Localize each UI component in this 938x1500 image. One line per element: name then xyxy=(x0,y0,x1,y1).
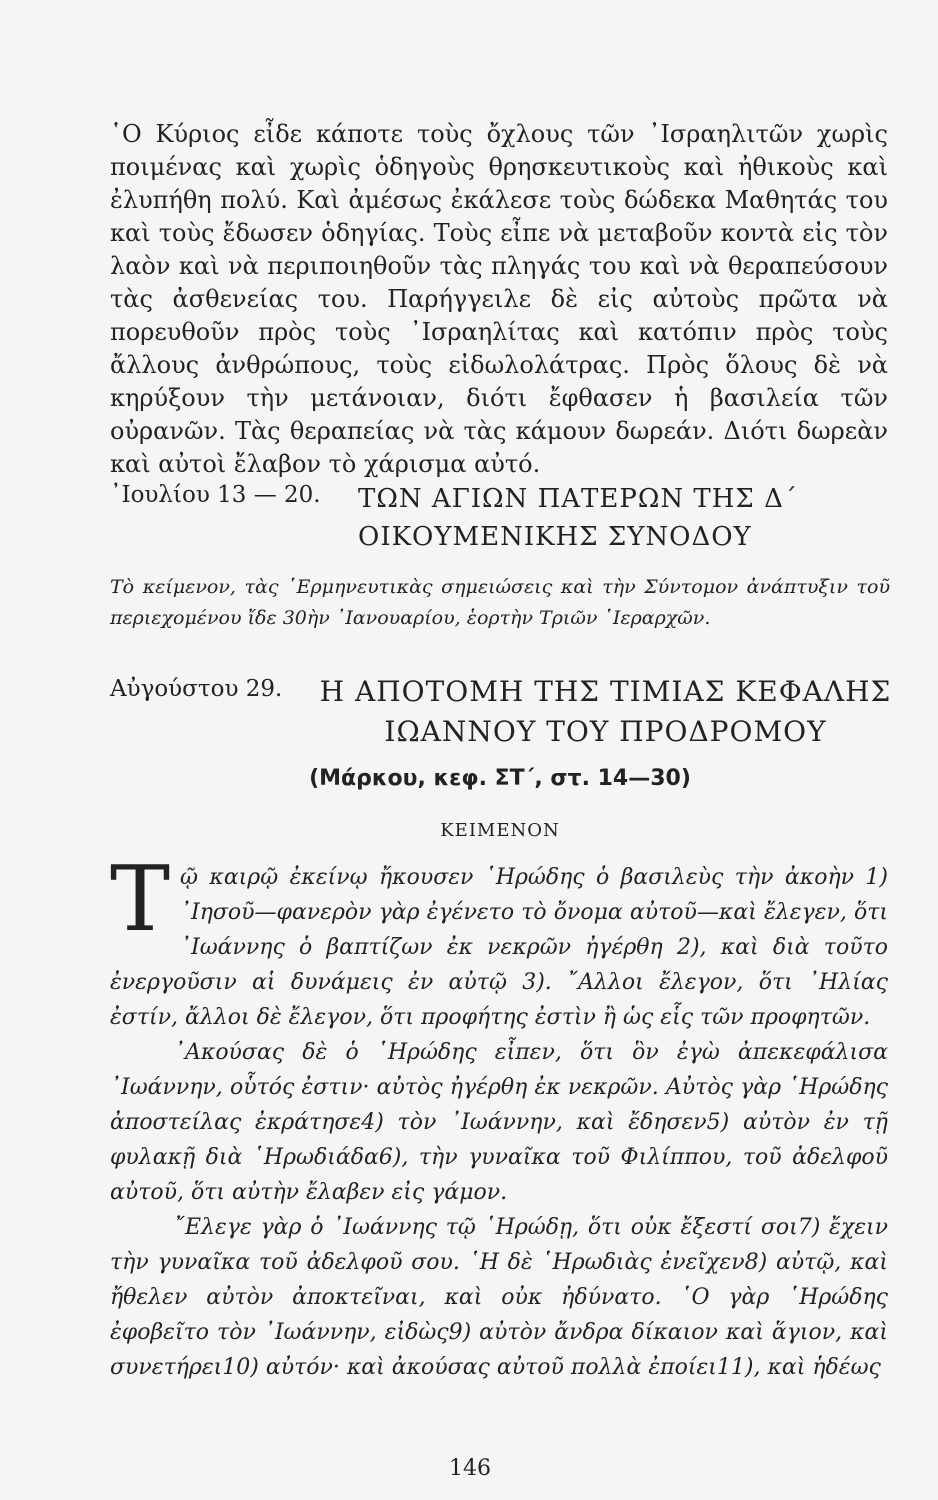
feast-title: Η ΑΠΟΤΟΜΗ ΤΗΣ ΤΙΜΙΑΣ ΚΕΦΑΛΗΣ ΙΩΑΝΝΟΥ ΤΟΥ ΠΡΟΔΡΟΜΟΥ xyxy=(319,675,892,748)
page-number: 146 xyxy=(449,1456,491,1481)
intro-section xyxy=(110,118,888,481)
intro-paragraph: ῾Ο Κύριος εἶδε κάποτε τοὺς ὄχλους τῶν ᾿Ισραηλιτῶν χωρὶς ποιμένας καὶ χωρὶς ὁδηγοὺς θρησκευτικοὺς καὶ ἠθικοὺς καὶ ἐλυπήθη πολύ. Καὶ ἀμέσως ἐκάλεσε τοὺς δώδεκα Μαθητάς του καὶ τοὺς ἔδωσεν ὁδηγίας. Τοὺς εἶπε νὰ μεταβοῦν κοντὰ εἰς τὸν λαὸν καὶ νὰ περιποιηθοῦν τὰς πληγάς του καὶ νὰ θεραπεύσουν τὰς ἀσθενείας του. Παρήγγειλε δὲ εἰς αὐτοὺς πρῶτα νὰ πορευθοῦν πρὸς τοὺς ᾿Ισραηλίτας καὶ κατόπιν πρὸς τοὺς ἄλλους ἀνθρώπους, τοὺς εἰδωλολάτρας. Πρὸς ὅλους δὲ νὰ κηρύξουν τὴν μετάνοιαν, διότι ἔφθασεν ἡ βασιλεία τῶν οὐρανῶν. Τὰς θεραπείας νὰ τὰς κάμουν δωρεάν. Διότι δωρεὰν καὶ αὐτοὶ ἔλαβον τὸ χάρισμα αὐτό. xyxy=(110,120,888,478)
section-heading: ΚΕΙΜΕΝΟΝ xyxy=(440,820,560,841)
reference-note: Τὸ κείμενον, τὰς ῾Ερμηνευτικὰς σημειώσεις καὶ τὴν Σύντομον ἀνάπτυξιν τοῦ περιεχομένου ἴδε 30ὴν ᾿Ιανουαρίου, ἑορτὴν Τριῶν ῾Ιεραρχῶν. xyxy=(110,576,890,629)
paragraph-2: ᾿Ακούσας δὲ ὁ ῾Ηρώδης εἶπεν, ὅτι ὃν ἐγὼ ἀπεκεφάλισα ᾿Ιωάννην, οὗτός ἐστιν· αὐτὸς ἠγέρθη ἐκ νεκρῶν. Αὐτὸς γὰρ ῾Ηρώδης ἀποστείλας ἐκράτησε4) τὸν ᾿Ιωάννην, καὶ ἔδησεν5) αὐτὸν ἐν τῇ φυλακῇ διὰ ῾Ηρωδιάδα6), τὴν γυναῖκα τοῦ Φιλίππου, τοῦ ἀδελφοῦ αὐτοῦ, ὅτι αὐτὴν ἔλαβεν εἰς γάμον. xyxy=(110,1040,888,1205)
feast-title: ΤΩΝ ΑΓΙΩΝ ΠΑΤΕΡΩΝ ΤΗΣ Δ΄ ΟΙΚΟΥΜΕΝΙΚΗΣ ΣΥΝΟΔΟΥ xyxy=(358,484,798,552)
paragraph-1-body: ῷ καιρῷ ἐκείνῳ ἤκουσεν ῾Ηρώδης ὁ βασιλεὺς τὴν ἀκοὴν 1) ᾿Ιησοῦ—φανερὸν γὰρ ἐγένετο τὸ ὄνομα αὐτοῦ—καὶ ἔλεγεν, ὅτι ᾿Ιωάννης ὁ βαπτίζων ἐκ νεκρῶν ἠγέρθη 2), καὶ διὰ τοῦτο ἐνεργοῦσιν αἱ δυνάμεις ἐν αὐτῷ 3). ῎Αλλοι ἔλεγον, ὅτι ᾿Ηλίας ἐστίν, ἄλλοι δὲ ἔλεγον, ὅτι προφήτης ἐστὶν ἢ ὡς εἷς τῶν προφητῶν. xyxy=(110,865,888,1030)
gospel-text xyxy=(110,847,888,1385)
scripture-reference: (Μάρκου, κεφ. ΣΤ΄, στ. 14—30) xyxy=(309,766,691,791)
feast-date: ᾿Ιουλίου 13 — 20. xyxy=(110,482,321,508)
paragraph-3: ῎Ελεγε γὰρ ὁ ᾿Ιωάννης τῷ ῾Ηρώδῃ, ὅτι οὐκ ἔξεστί σοι7) ἔχειν τὴν γυναῖκα τοῦ ἀδελφοῦ σου. ῾Η δὲ ῾Ηρωδιὰς ἐνεῖχεν8) αὐτῷ, καὶ ἤθελεν αὐτὸν ἀποκτεῖναι, καὶ οὐκ ἠδύνατο. ῾Ο γὰρ ῾Ηρώδης ἐφοβεῖτο τὸν ᾿Ιωάννην, εἰδὼς9) αὐτὸν ἄνδρα δίκαιον καὶ ἅγιον, καὶ συνετήρει10) αὐτόν· καὶ ἀκούσας αὐτοῦ πολλὰ ἐποίει11), καὶ ἡδέως xyxy=(110,1215,888,1380)
drop-cap: Τ xyxy=(110,847,171,952)
paragraph-1 xyxy=(110,847,888,1035)
feast-date: Αὐγούστου 29. xyxy=(110,676,283,702)
